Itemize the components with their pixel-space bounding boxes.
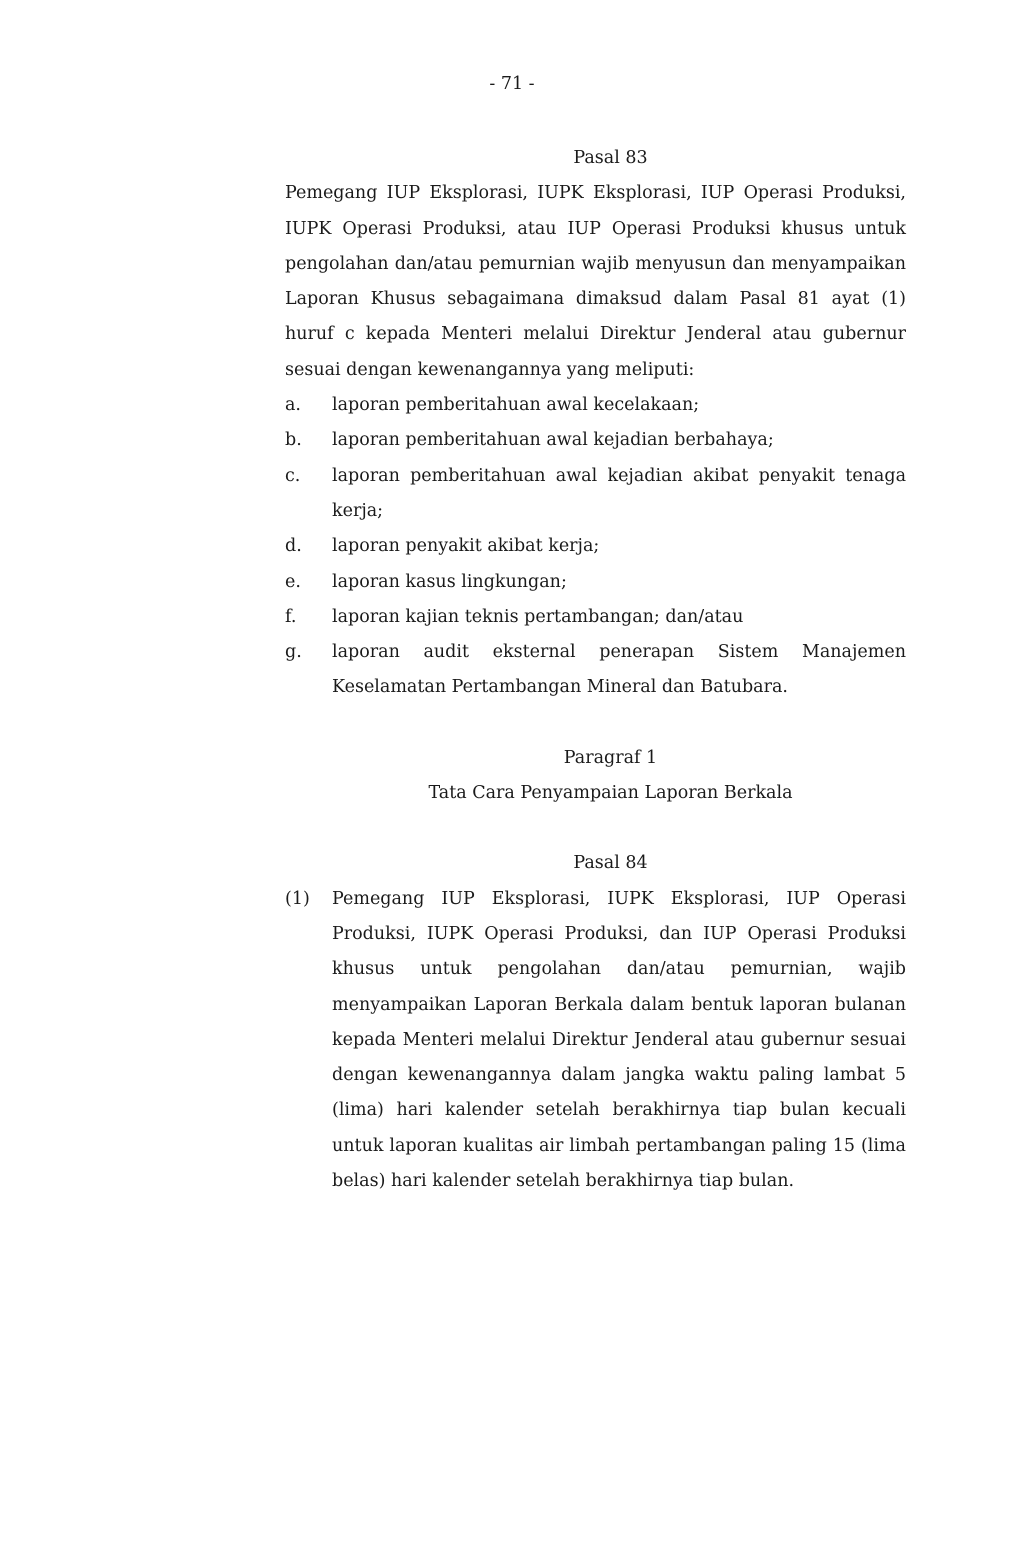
list-item	[285, 635, 906, 706]
list-marker: g.	[285, 642, 302, 663]
list-item-text: laporan pemberitahuan awal kejadian berbahaya;	[332, 430, 774, 451]
paragraf-title: Paragraf 1	[563, 747, 658, 768]
list-item	[285, 565, 906, 600]
list-item-text: laporan kasus lingkungan;	[332, 571, 567, 592]
list-marker: e.	[285, 571, 301, 592]
list-item	[285, 459, 906, 530]
pasal-84-title: Pasal 84	[573, 853, 648, 874]
list-marker: (1)	[285, 888, 310, 909]
list-marker: a.	[285, 395, 301, 416]
section-spacer	[285, 811, 906, 846]
list-item-text: Pemegang IUP Eksplorasi, IUPK Eksplorasi, IUP Operasi Produksi, IUPK Operasi Produksi, dan IUP Operasi Produksi khusus untuk pengolahan dan/atau pemurnian, wajib menyampaikan Laporan Berkala dalam bentuk laporan bulanan kepada Menteri melalui Direktur Jenderal atau gubernur sesuai dengan kewenangannya dalam jangka waktu paling lambat 5 (lima) hari kalender setelah berakhirnya tiap bulan kecuali untuk laporan kualitas air limbah pertambangan paling 15 (lima belas) hari kalender setelah berakhirnya tiap bulan.	[332, 888, 906, 1192]
list-item	[285, 423, 906, 458]
list-marker: d.	[285, 536, 302, 557]
pasal-84-list	[285, 882, 906, 1200]
list-item-text: laporan audit eksternal penerapan Sistem Manajemen Keselamatan Pertambangan Mineral dan Batubara.	[332, 642, 906, 698]
list-item-text: laporan pemberitahuan awal kejadian akibat penyakit tenaga kerja;	[332, 465, 906, 521]
paragraf-subtitle: Tata Cara Penyampaian Laporan Berkala	[428, 783, 793, 804]
list-item	[285, 529, 906, 564]
document-body	[285, 141, 906, 1199]
list-marker: c.	[285, 465, 301, 486]
list-item-text: laporan penyakit akibat kerja;	[332, 536, 600, 557]
section-spacer	[285, 706, 906, 741]
list-item-text: laporan pemberitahuan awal kecelakaan;	[332, 395, 700, 416]
page-number: - 71 -	[489, 74, 535, 94]
list-item	[285, 600, 906, 635]
list-item	[285, 388, 906, 423]
list-marker: b.	[285, 430, 302, 451]
pasal-83-list	[285, 388, 906, 706]
pasal-83-title: Pasal 83	[573, 148, 648, 168]
list-item-text: laporan kajian teknis pertambangan; dan/atau	[332, 606, 744, 627]
list-item	[285, 882, 906, 1200]
pasal-83-intro: Pemegang IUP Eksplorasi, IUPK Eksplorasi, IUP Operasi Produksi, IUPK Operasi Produksi, atau IUP Operasi Produksi khusus untuk pengolahan dan/atau pemurnian wajib menyusun dan menyampaikan Laporan Khusus sebagaimana dimaksud dalam Pasal 81 ayat (1) huruf c kepada Menteri melalui Direktur Jenderal atau gubernur sesuai dengan kewenangannya yang meliputi:	[285, 183, 906, 380]
list-marker: f.	[285, 606, 297, 627]
